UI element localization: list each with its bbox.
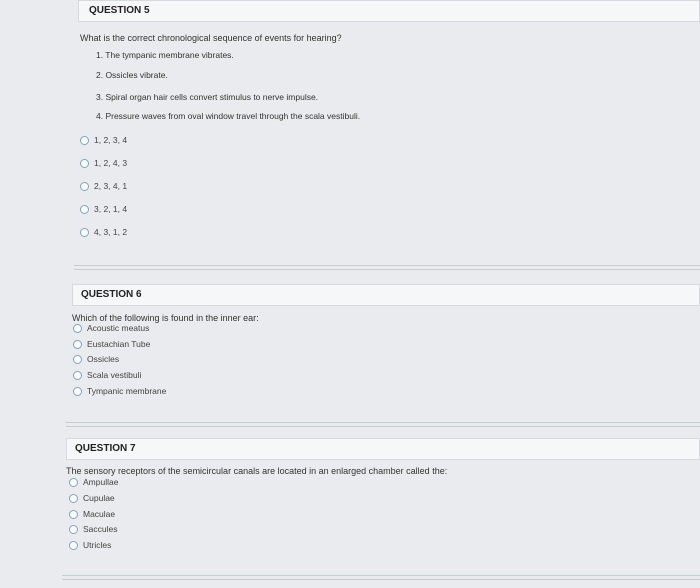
option-label: 3, 2, 1, 4 <box>94 204 128 214</box>
option-label: 4, 3, 1, 2 <box>94 227 128 237</box>
option-label: Tympanic membrane <box>87 386 167 396</box>
question-5-option[interactable] <box>80 181 127 191</box>
option-label: Ampullae <box>83 477 119 487</box>
radio-button[interactable] <box>80 205 89 214</box>
radio-button[interactable] <box>69 541 78 550</box>
radio-button[interactable] <box>73 355 82 364</box>
option-label: Utricles <box>83 540 112 550</box>
question-6-option[interactable] <box>73 370 141 380</box>
radio-button[interactable] <box>69 478 78 487</box>
question-7-text: The sensory receptors of the semicircular canals are located in an enlarged chamber called the: <box>66 466 448 476</box>
question-5-option[interactable] <box>80 158 127 168</box>
option-label: Cupulae <box>83 493 115 503</box>
question-6-option[interactable] <box>73 339 150 349</box>
option-label: 1, 2, 3, 4 <box>94 135 128 145</box>
option-label: Eustachian Tube <box>87 339 151 349</box>
question-5-option[interactable] <box>80 227 127 237</box>
question-6-option[interactable] <box>73 323 149 333</box>
question-6-option[interactable] <box>73 386 166 396</box>
option-label: Scala vestibuli <box>87 370 142 380</box>
option-label: Ossicles <box>87 354 120 364</box>
option-label: Acoustic meatus <box>87 323 150 333</box>
question-6-header <box>72 284 700 306</box>
radio-button[interactable] <box>69 510 78 519</box>
radio-button[interactable] <box>80 136 89 145</box>
question-5-step: 3. Spiral organ hair cells convert stimulus to nerve impulse. <box>96 92 319 102</box>
radio-button[interactable] <box>69 525 78 534</box>
question-5-step: 1. The tympanic membrane vibrates. <box>96 50 234 60</box>
option-label: Saccules <box>83 524 118 534</box>
radio-button[interactable] <box>80 182 89 191</box>
question-5-header <box>78 0 700 22</box>
question-6-title: QUESTION 6 <box>81 289 142 300</box>
question-5-text: What is the correct chronological sequence of events for hearing? <box>80 33 342 43</box>
question-7-option[interactable] <box>69 524 118 534</box>
radio-button[interactable] <box>73 324 82 333</box>
question-7-option[interactable] <box>69 477 118 487</box>
question-7-header <box>66 438 700 460</box>
option-label: 2, 3, 4, 1 <box>94 181 128 191</box>
question-6-text: Which of the following is found in the inner ear: <box>72 313 259 323</box>
question-7-title: QUESTION 7 <box>75 443 136 454</box>
question-divider <box>74 265 700 270</box>
question-5-step: 4. Pressure waves from oval window travel through the scala vestibuli. <box>96 111 361 121</box>
question-7-option[interactable] <box>69 540 111 550</box>
radio-button[interactable] <box>69 494 78 503</box>
question-7-option[interactable] <box>69 493 115 503</box>
question-5-step: 2. Ossicles vibrate. <box>96 70 168 80</box>
question-divider <box>62 575 700 580</box>
option-label: Maculae <box>83 509 116 519</box>
radio-button[interactable] <box>73 387 82 396</box>
radio-button[interactable] <box>80 159 89 168</box>
question-5-option[interactable] <box>80 135 127 145</box>
radio-button[interactable] <box>80 228 89 237</box>
question-divider <box>66 422 700 427</box>
question-6-option[interactable] <box>73 354 119 364</box>
option-label: 1, 2, 4, 3 <box>94 158 128 168</box>
question-5-option[interactable] <box>80 204 127 214</box>
question-7-option[interactable] <box>69 509 115 519</box>
question-5-title: QUESTION 5 <box>89 5 150 16</box>
radio-button[interactable] <box>73 371 82 380</box>
radio-button[interactable] <box>73 340 82 349</box>
